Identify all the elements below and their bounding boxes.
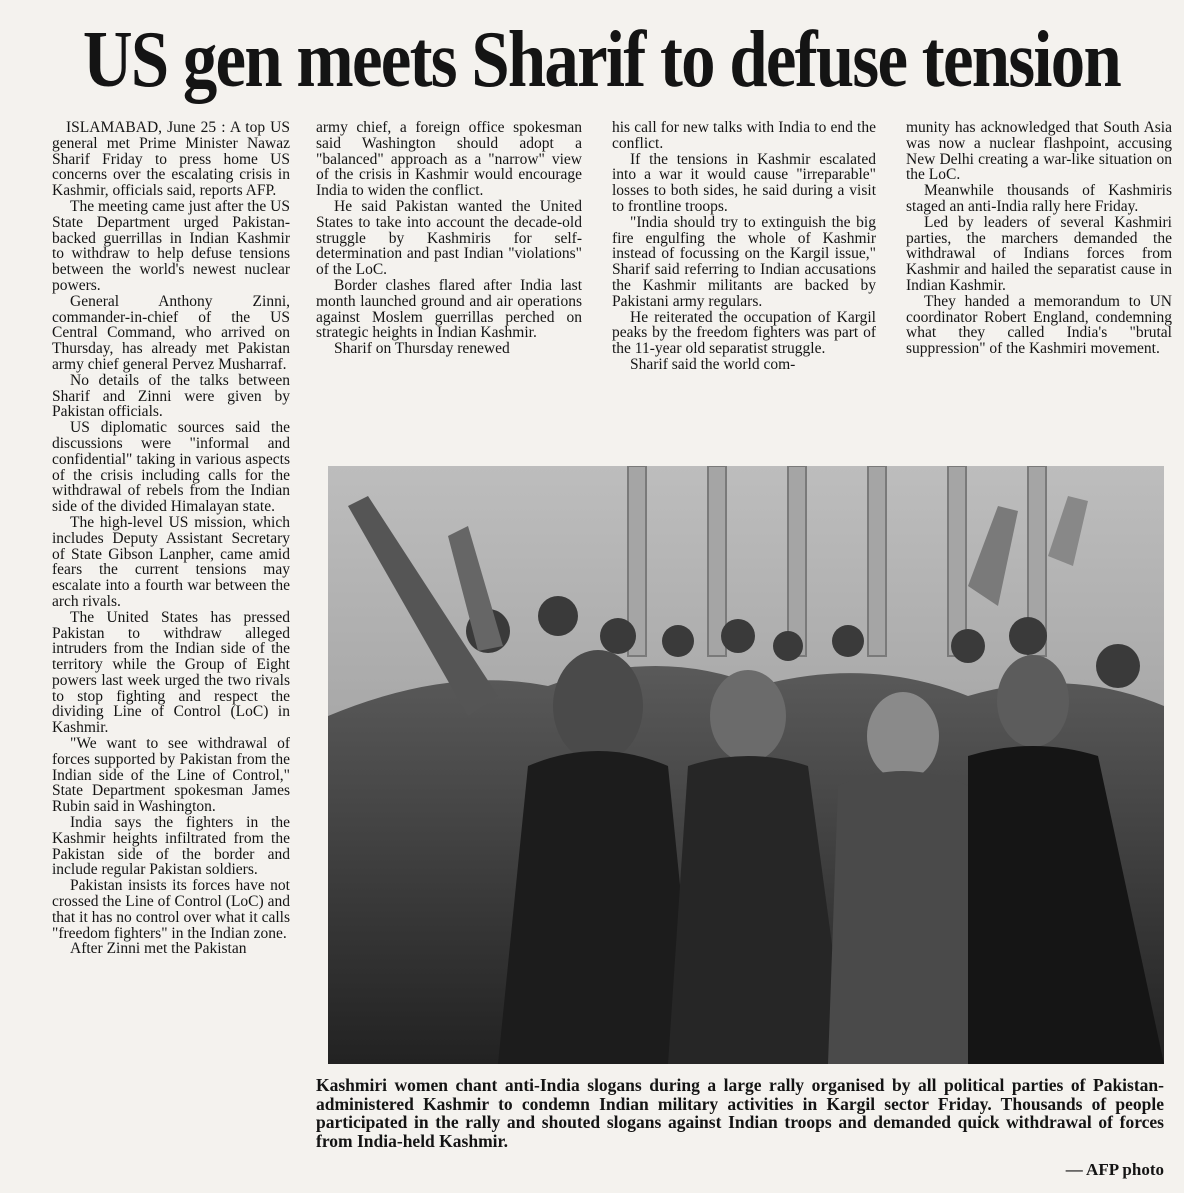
paragraph: Sharif said the world com-: [630, 355, 796, 373]
paragraph: munity has acknowledged that South Asia was now a nuclear flashpoint, accusing New Delhi creating a war-like situation on the LoC.: [906, 120, 1172, 184]
paragraph: Sharif on Thursday renewed: [334, 340, 510, 358]
paragraph: Pakistan insists its forces have not crossed the Line of Control (LoC) and that it has no control over what it calls "freedom fighters" in the Indian zone.: [52, 877, 290, 942]
paragraph: The United States has pressed Pakistan to withdraw alleged intruders from the Indian side of the territory while the Group of Eight powers last week urged the two rivals to stop fighting and respect the dividing Line of Control (LoC) in Kashmir.: [52, 608, 290, 737]
paragraph: The high-level US mission, which includes Deputy Assistant Secretary of State Gibson Lanpher, came amid fears the current tensions may escalate into a fourth war between the arch rivals.: [52, 513, 290, 610]
rally-photo: [328, 466, 1164, 1064]
article-column-3: [612, 120, 876, 460]
paragraph: ISLAMABAD, June 25 : A top US general met Prime Minister Nawaz Sharif Friday to press home US concerns over the escalating crisis in Kashmir, officials said, reports AFP.: [52, 120, 290, 200]
paragraph: "We want to see withdrawal of forces supported by Pakistan from the Indian side of the Line of Control," State Department spokesman James Rubin said in Washington.: [52, 735, 290, 816]
paragraph: They handed a memorandum to UN coordinator Robert England, condemning what they called India's "brutal suppression" of the Kashmiri movement.: [906, 292, 1172, 358]
paragraph: General Anthony Zinni, commander-in-chief of the US Central Command, who arrived on Thursday, has already met Pakistan army chief general Pervez Musharraf.: [52, 292, 290, 373]
paragraph: If the tensions in Kashmir escalated into a war it would cause "irreparable" losses to both sides, he said during a visit to frontline troops.: [612, 150, 876, 215]
photo-credit: — AFP photo: [1065, 1160, 1164, 1179]
photo-caption: Kashmiri women chant anti-India slogans during a large rally organised by all political parties of Pakistan-administered Kashmir to condemn Indian military activities in Kargil sector Friday. Thousands of people participated in the rally and shouted slogans against Indian troops and demanded quick withdrawal of forces from India-held Kashmir.: [316, 1075, 1164, 1151]
article-column-4: [906, 120, 1172, 460]
paragraph: He reiterated the occupation of Kargil peaks by the freedom fighters was part of the 11-year old separatist struggle.: [612, 308, 876, 358]
paragraph: Meanwhile thousands of Kashmiris staged an anti-India rally here Friday.: [906, 182, 1172, 215]
photo-illustration: [328, 466, 1164, 1064]
paragraph: army chief, a foreign office spokesman said Washington should adopt a "balanced" approach as a "narrow" view of the crisis in Kashmir would encourage India to widen the conflict.: [316, 120, 582, 200]
paragraph: US diplomatic sources said the discussions were "informal and confidential" taking in various aspects of the crisis including calls for the withdrawal of rebels from the Indian side of the divided Himalayan state.: [52, 419, 290, 516]
paragraph: "India should try to extinguish the big fire engulfing the whole of Kashmir instead of focussing on the Kargil issue," Sharif said referring to Indian accusations the Kashmir militants are backed by Pakistani army regulars.: [612, 213, 876, 310]
paragraph: his call for new talks with India to end the conflict.: [612, 120, 876, 152]
headline: US gen meets Sharif to defuse tension: [82, 16, 1121, 104]
article-column-1: [52, 120, 290, 1188]
paragraph: The meeting came just after the US State Department urged Pakistan-backed guerrillas in Indian Kashmir to withdraw to help defuse tensions between the world's newest nuclear powers.: [52, 197, 290, 294]
paragraph: After Zinni met the Pakistan: [70, 940, 247, 958]
paragraph: Led by leaders of several Kashmiri parties, the marchers demanded the withdrawal of Indians forces from Kashmir and hailed the separatist cause in Indian Kashmir.: [906, 213, 1172, 294]
paragraph: India says the fighters in the Kashmir heights infiltrated from the Pakistan side of the border and include regular Pakistan soldiers.: [52, 814, 290, 879]
paragraph: Border clashes flared after India last month launched ground and air operations against Moslem guerrillas perched on strategic heights in Indian Kashmir.: [316, 276, 582, 342]
paragraph: No details of the talks between Sharif and Zinni were given by Pakistan officials.: [52, 371, 290, 421]
paragraph: He said Pakistan wanted the United States to take into account the decade-old struggle by Kashmiris for self-determination and past Indian "violations" of the LoC.: [316, 197, 582, 279]
article-column-2: [316, 120, 582, 460]
